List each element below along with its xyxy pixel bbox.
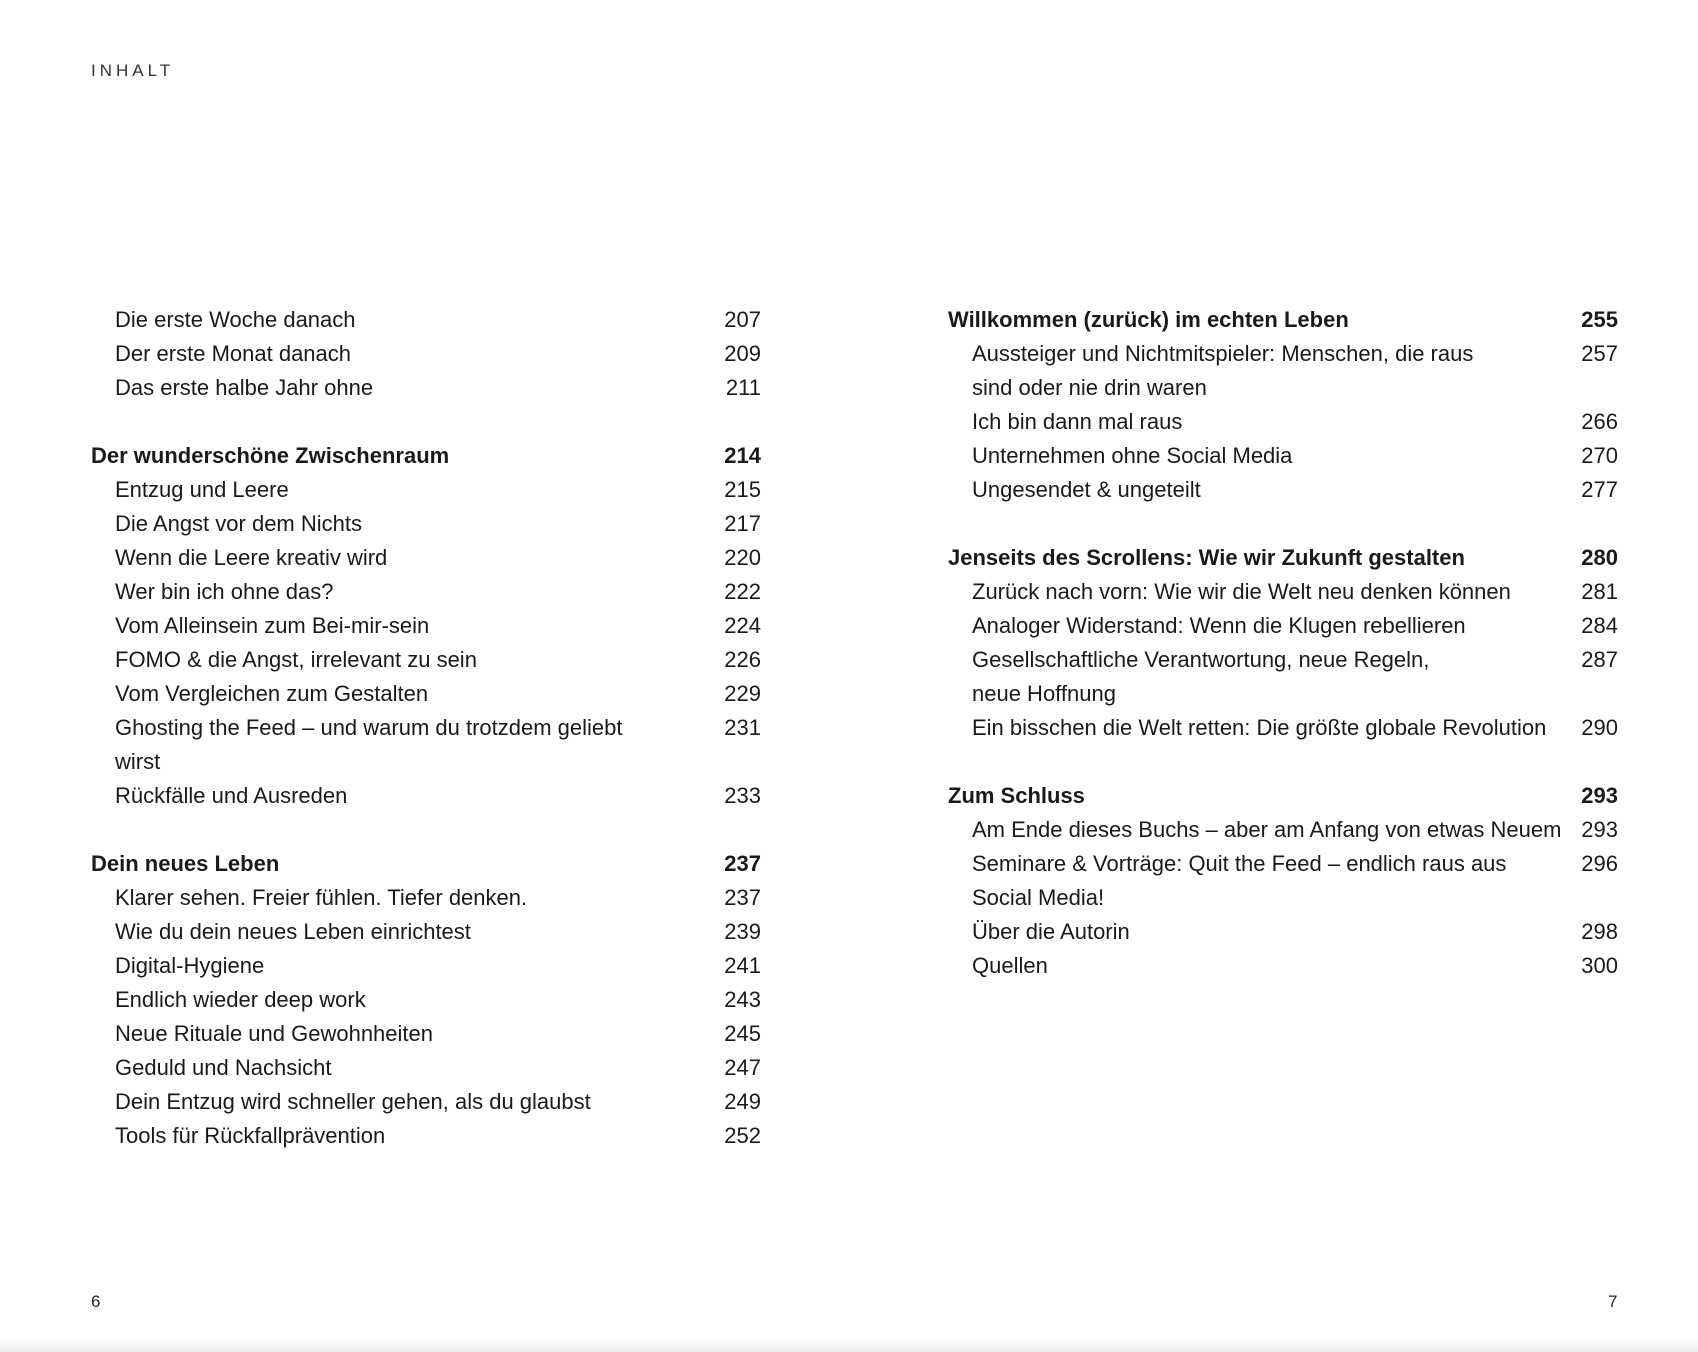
toc-entry-page: 222 <box>724 579 761 604</box>
toc-entry-page: 217 <box>724 511 761 536</box>
toc-section[interactable] <box>91 439 761 473</box>
toc-entry-title: Aussteiger und Nichtmitspieler: Menschen, die raus sind oder nie drin waren <box>972 341 1474 400</box>
toc-entry-page: 239 <box>724 919 761 944</box>
toc-entry-title: Wie du dein neues Leben einrichtest <box>115 919 471 944</box>
toc-column-right <box>948 303 1618 983</box>
toc-entry-title: Das erste halbe Jahr ohne <box>115 375 374 400</box>
toc-entry-title: Neue Rituale und Gewohnheiten <box>115 1021 434 1046</box>
toc-entry-page: 243 <box>724 987 761 1012</box>
toc-entry-page: 296 <box>1581 851 1618 876</box>
toc-entry-title: Vom Alleinsein zum Bei-mir-sein <box>115 613 430 638</box>
toc-entry-page: 211 <box>725 375 761 400</box>
toc-entry-title: Rückfälle und Ausreden <box>115 783 348 808</box>
running-head: INHALT <box>91 61 175 80</box>
toc-entry[interactable] <box>948 813 1618 847</box>
toc-section[interactable] <box>948 541 1618 575</box>
toc-entry-page: 257 <box>1581 341 1618 366</box>
toc-entry-page: 247 <box>724 1055 761 1080</box>
toc-entry-title: Ich bin dann mal raus <box>972 409 1183 434</box>
toc-entry-title: Klarer sehen. Freier fühlen. Tiefer denken. <box>115 885 528 910</box>
toc-entry[interactable] <box>948 847 1618 915</box>
toc-section-page: 255 <box>1581 307 1618 332</box>
toc-entry[interactable] <box>948 439 1618 473</box>
toc-entry-title: Quellen <box>972 953 1048 978</box>
toc-entry[interactable] <box>948 643 1618 711</box>
toc-entry[interactable] <box>948 405 1618 439</box>
toc-entry-title: FOMO & die Angst, irrelevant zu sein <box>115 647 477 672</box>
toc-entry[interactable] <box>948 915 1618 949</box>
toc-entry-title: Über die Autorin <box>972 919 1130 944</box>
section-gap <box>948 745 1618 779</box>
toc-column-left <box>91 303 761 1153</box>
toc-entry[interactable] <box>91 541 761 575</box>
toc-entry[interactable] <box>948 949 1618 983</box>
toc-entry-page: 231 <box>724 715 761 740</box>
toc-section[interactable] <box>91 847 761 881</box>
toc-entry[interactable] <box>91 1017 761 1051</box>
section-gap <box>91 813 761 847</box>
toc-entry[interactable] <box>91 575 761 609</box>
toc-entry[interactable] <box>91 609 761 643</box>
toc-entry-page: 290 <box>1581 715 1618 740</box>
page-number-left: 6 <box>91 1292 101 1311</box>
toc-entry-page: 277 <box>1581 477 1618 502</box>
toc-entry-page: 287 <box>1581 647 1618 672</box>
toc-entry[interactable] <box>948 609 1618 643</box>
toc-entry[interactable] <box>948 575 1618 609</box>
toc-entry-page: 215 <box>724 477 761 502</box>
toc-section-page: 214 <box>724 443 761 468</box>
toc-entry-page: 249 <box>724 1089 761 1114</box>
toc-entry[interactable] <box>91 1085 761 1119</box>
toc-entry-title: Die erste Woche danach <box>115 307 356 332</box>
toc-section-title: Willkommen (zurück) im echten Leben <box>948 307 1349 332</box>
toc-entry[interactable] <box>91 1119 761 1153</box>
toc-entry-page: 207 <box>724 307 761 332</box>
toc-section-page: 237 <box>724 851 761 876</box>
toc-entry[interactable] <box>91 337 761 371</box>
toc-entry-title: Wenn die Leere kreativ wird <box>115 545 388 570</box>
toc-entry-title: Die Angst vor dem Nichts <box>115 511 362 536</box>
section-gap <box>948 507 1618 541</box>
toc-entry-title: Seminare & Vorträge: Quit the Feed – endlich raus aus Social Media! <box>972 851 1507 910</box>
toc-entry-page: 220 <box>724 545 761 570</box>
toc-entry-page: 281 <box>1581 579 1618 604</box>
toc-entry-title: Ein bisschen die Welt retten: Die größte globale Revolution <box>972 715 1547 740</box>
toc-entry-page: 224 <box>724 613 761 638</box>
toc-entry-title: Ungesendet & ungeteilt <box>972 477 1201 502</box>
toc-entry-page: 270 <box>1581 443 1618 468</box>
toc-entry-page: 266 <box>1581 409 1618 434</box>
toc-entry[interactable] <box>91 881 761 915</box>
bottom-edge-shadow <box>0 1338 1698 1352</box>
toc-entry-page: 284 <box>1581 613 1618 638</box>
toc-entry[interactable] <box>91 677 761 711</box>
toc-entry[interactable] <box>91 507 761 541</box>
toc-entry-title: Wer bin ich ohne das? <box>115 579 334 604</box>
toc-section-title: Jenseits des Scrollens: Wie wir Zukunft gestalten <box>948 545 1465 570</box>
toc-entry[interactable] <box>91 303 761 337</box>
toc-entry-page: 241 <box>724 953 761 978</box>
toc-entry-title: Entzug und Leere <box>115 477 289 502</box>
toc-entry[interactable] <box>91 779 761 813</box>
toc-section-title: Zum Schluss <box>948 783 1085 808</box>
toc-entry[interactable] <box>91 915 761 949</box>
toc-entry[interactable] <box>948 473 1618 507</box>
toc-entry[interactable] <box>91 949 761 983</box>
toc-entry-page: 237 <box>724 885 761 910</box>
toc-entry-page: 229 <box>724 681 761 706</box>
toc-entry-title: Analoger Widerstand: Wenn die Klugen rebellieren <box>972 613 1466 638</box>
toc-entry-page: 293 <box>1581 817 1618 842</box>
toc-entry[interactable] <box>91 371 761 405</box>
toc-entry[interactable] <box>948 711 1618 745</box>
toc-section-page: 293 <box>1581 783 1618 808</box>
toc-entry-page: 245 <box>724 1021 761 1046</box>
toc-entry-page: 300 <box>1581 953 1618 978</box>
toc-entry-title: Tools für Rückfallprävention <box>115 1123 386 1148</box>
section-gap <box>91 405 761 439</box>
toc-entry-title: Der erste Monat danach <box>115 341 352 366</box>
toc-entry-title: Am Ende dieses Buchs – aber am Anfang von etwas Neuem <box>972 817 1562 842</box>
toc-section[interactable] <box>948 303 1618 337</box>
toc-entry-title: Zurück nach vorn: Wie wir die Welt neu denken können <box>972 579 1511 604</box>
toc-entry-page: 209 <box>724 341 761 366</box>
toc-entry[interactable] <box>91 983 761 1017</box>
toc-entry[interactable] <box>91 473 761 507</box>
toc-entry-title: Ghosting the Feed – und warum du trotzdem geliebt wirst <box>115 715 623 774</box>
toc-entry-page: 233 <box>724 783 761 808</box>
toc-entry-page: 252 <box>724 1123 761 1148</box>
toc-entry[interactable] <box>948 337 1618 405</box>
page-number-right: 7 <box>1608 1292 1618 1311</box>
toc-section-title: Der wunderschöne Zwischenraum <box>91 443 450 468</box>
toc-entry[interactable] <box>91 711 761 779</box>
toc-entry-title: Unternehmen ohne Social Media <box>972 443 1293 468</box>
toc-entry-page: 226 <box>724 647 761 672</box>
toc-entry-page: 298 <box>1581 919 1618 944</box>
toc-entry-title: Gesellschaftliche Verantwortung, neue Regeln, neue Hoffnung <box>972 647 1430 706</box>
toc-entry[interactable] <box>91 1051 761 1085</box>
toc-entry[interactable] <box>91 643 761 677</box>
toc-section[interactable] <box>948 779 1618 813</box>
toc-section-title: Dein neues Leben <box>91 851 280 876</box>
toc-entry-title: Endlich wieder deep work <box>115 987 366 1012</box>
toc-entry-title: Dein Entzug wird schneller gehen, als du glaubst <box>115 1089 591 1114</box>
toc-entry-title: Digital-Hygiene <box>115 953 265 978</box>
toc-section-page: 280 <box>1581 545 1618 570</box>
toc-entry-title: Geduld und Nachsicht <box>115 1055 332 1080</box>
toc-entry-title: Vom Vergleichen zum Gestalten <box>115 681 429 706</box>
